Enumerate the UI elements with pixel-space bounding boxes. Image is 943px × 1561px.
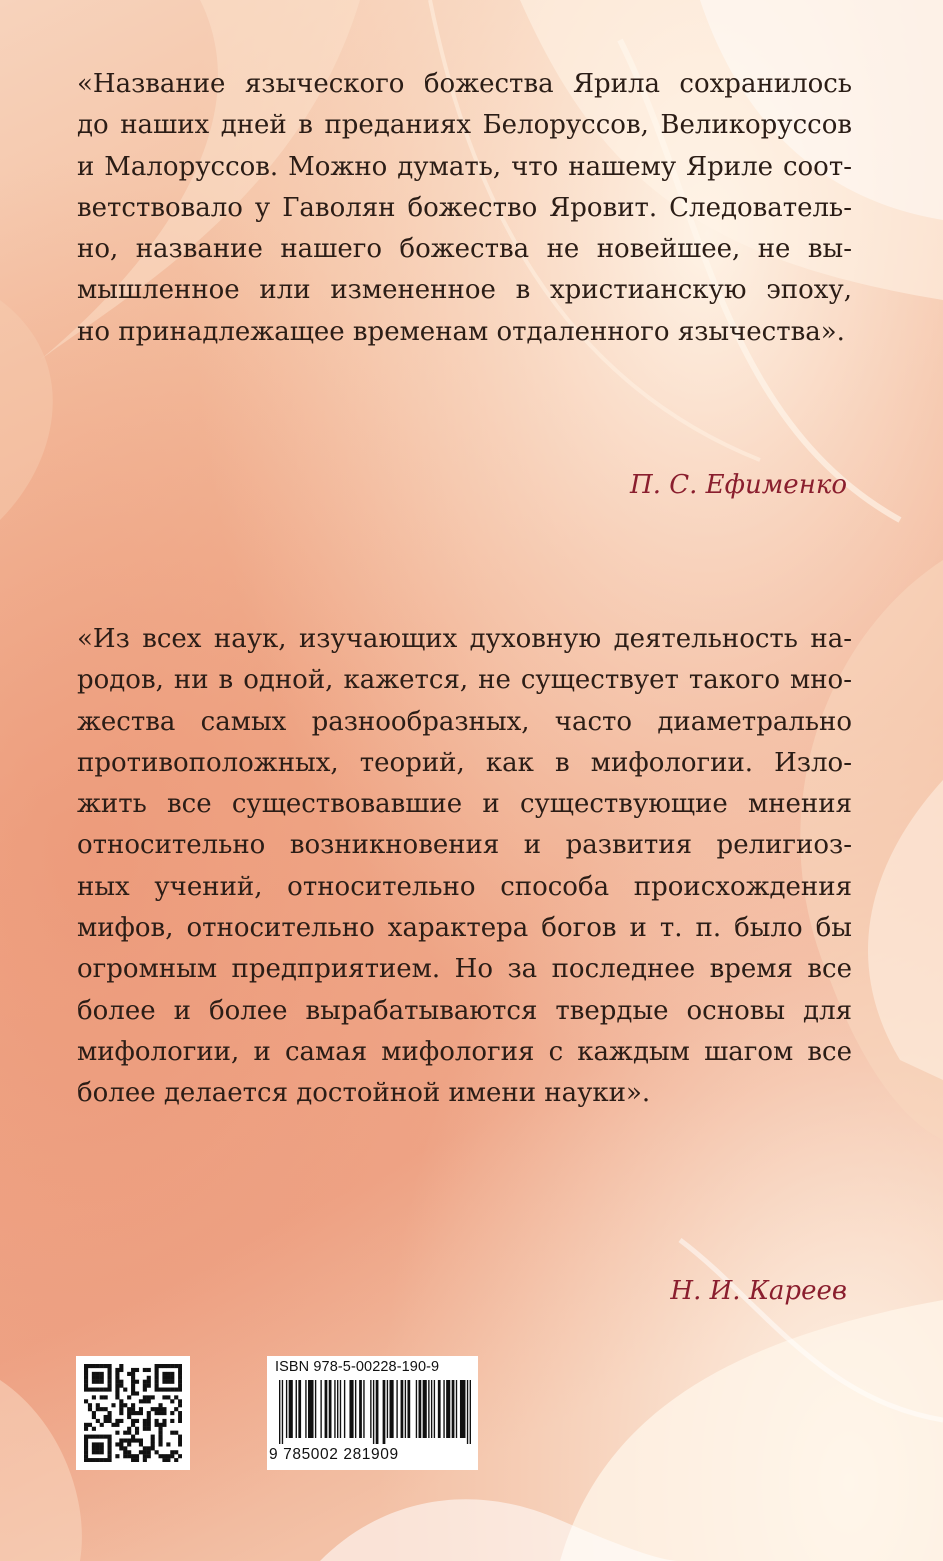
quote-line: и Малоруссов. Можно думать, что нашему Яриле соот- bbox=[77, 151, 852, 182]
quote-2-author: Н. И. Кареев bbox=[670, 1276, 847, 1306]
quote-line: но, название нашего божества не новейшее, не вы- bbox=[77, 234, 852, 265]
quote-line: но принадлежащее временам отдаленного язычества». bbox=[77, 316, 845, 347]
quote-line: ных учений, относительно способа происхождения bbox=[77, 871, 852, 902]
quote-1-author: П. С. Ефименко bbox=[630, 470, 847, 500]
quote-line: жить все существовавшие и существующие мнения bbox=[77, 789, 852, 820]
quote-line: ветствовало у Гаволян божество Яровит. Следователь- bbox=[77, 192, 852, 223]
isbn-barcode bbox=[267, 1356, 478, 1470]
qr-code[interactable] bbox=[76, 1356, 190, 1470]
quote-line: до наших дней в преданиях Белоруссов, Великоруссов bbox=[77, 110, 852, 141]
quote-line: жества самых разнообразных, часто диаметрально bbox=[77, 706, 852, 737]
quote-1 bbox=[77, 64, 852, 353]
quote-line: более и более вырабатываются твердые основы для bbox=[77, 995, 852, 1026]
quote-line: огромным предприятием. Но за последнее время все bbox=[77, 954, 852, 985]
quote-line: «Название языческого божества Ярила сохранилось bbox=[77, 69, 852, 99]
barcode-bars bbox=[279, 1380, 471, 1444]
quote-line: более делается достойной имени науки». bbox=[77, 1078, 651, 1109]
qr-code-icon bbox=[84, 1364, 182, 1462]
quote-line: мышленное или измененное в христианскую эпоху, bbox=[77, 275, 852, 306]
isbn-label: ISBN 978-5-00228-190-9 bbox=[275, 1359, 440, 1375]
quote-line: родов, ни в одной, кажется, не существует такого мно- bbox=[77, 665, 852, 696]
quote-line: «Из всех наук, изучающих духовную деятельность на- bbox=[77, 624, 852, 654]
barcode-number: 9 785002 281909 bbox=[269, 1446, 399, 1463]
quote-2 bbox=[77, 619, 852, 1115]
quote-line: мифов, относительно характера богов и т. п. было бы bbox=[77, 913, 852, 944]
quote-line: мифологии, и самая мифология с каждым шагом все bbox=[77, 1036, 852, 1067]
quote-line: относительно возникновения и развития религиоз- bbox=[77, 830, 852, 861]
quote-line: противоположных, теорий, как в мифологии. Изло- bbox=[77, 747, 852, 778]
